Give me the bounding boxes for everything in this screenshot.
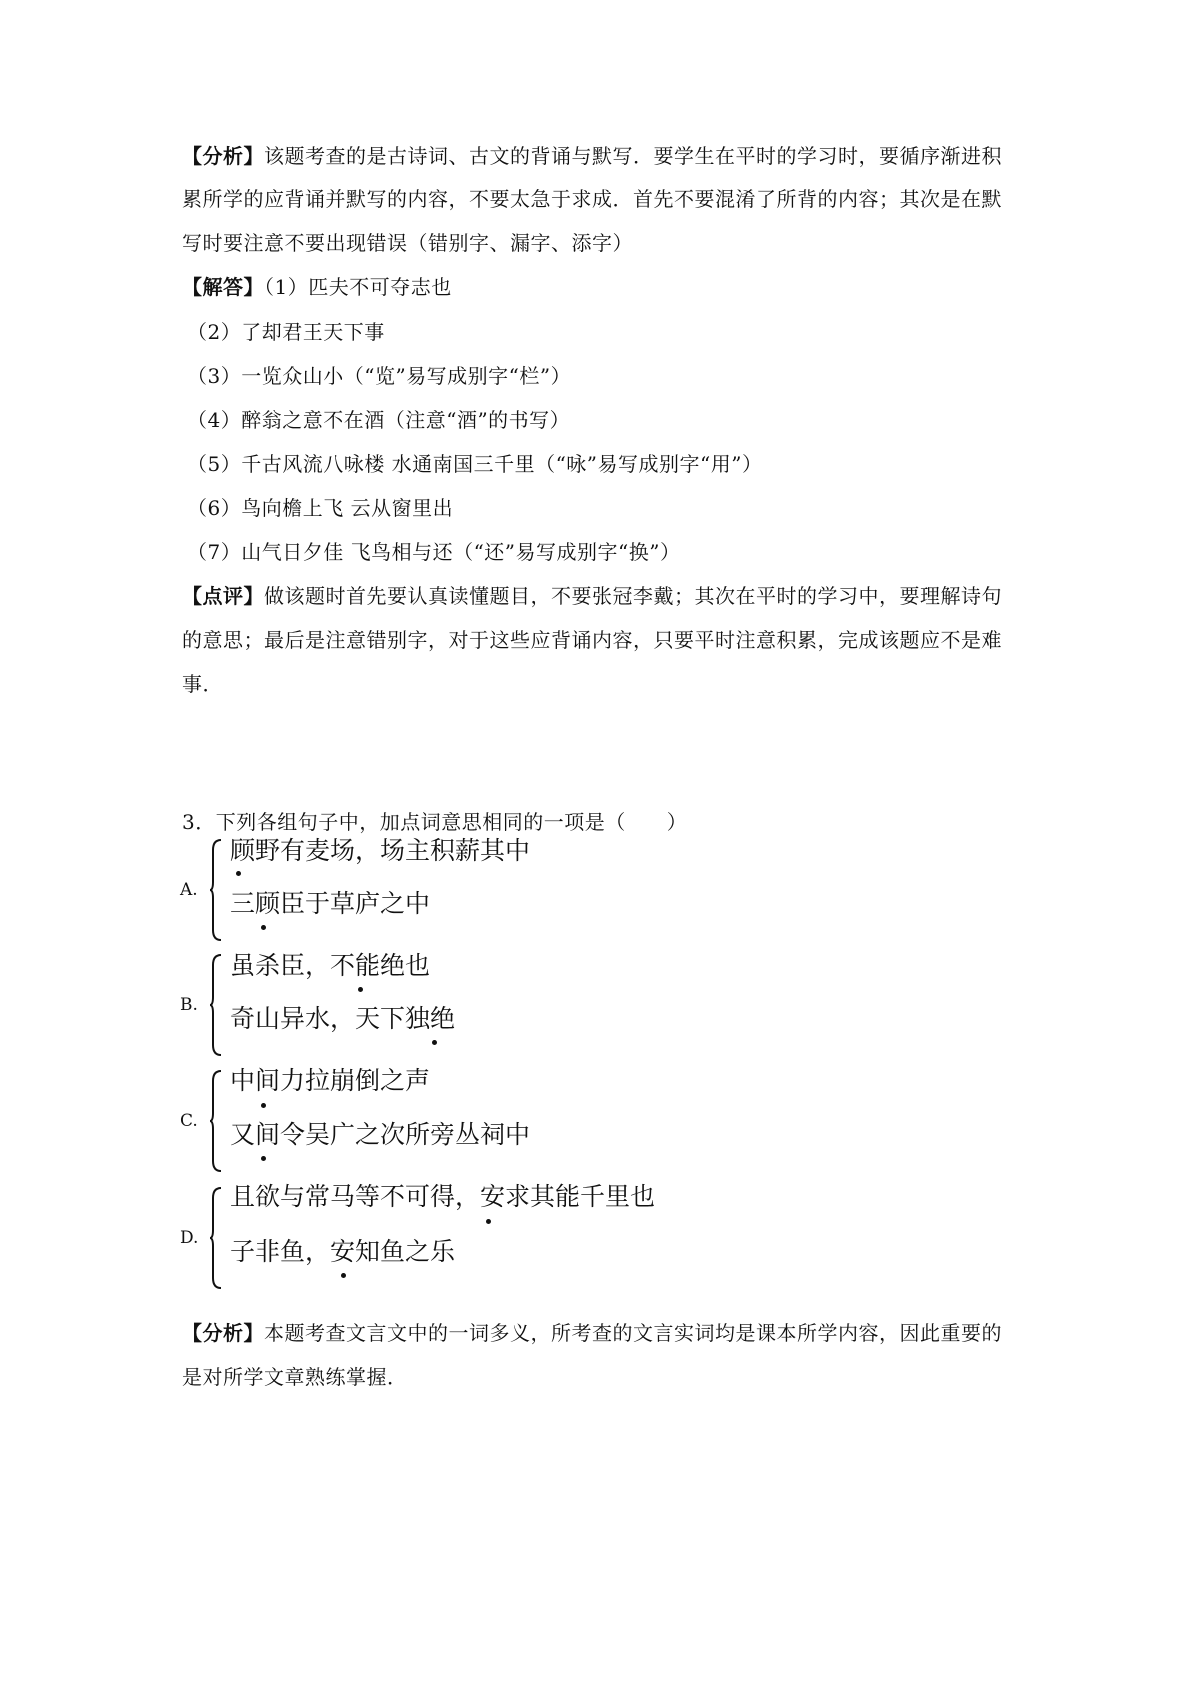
analysis-line-2: 累所学的应背诵并默写的内容，不要太急于求成．首先不要混淆了所背的内容；其次是在默 [182, 187, 1002, 211]
analysis3-text-1: 本题考查文言文中的一词多义，所考查的文言实词均是课本所学内容，因此重要的 [264, 1321, 1002, 1345]
answer-item-6: （6）鸟向檐上飞 云从窗里出 [187, 496, 454, 520]
option-d-sentence-2: 子非鱼，安知鱼之乐 [230, 1237, 456, 1266]
answer-item-3: （3）一览众山小（“览”易写成别字“栏”） [187, 364, 572, 388]
answer-tag: 【解答】 [182, 275, 264, 299]
answer-item-5: （5）千古风流八咏楼 水通南国三千里（“咏”易写成别字“用”） [187, 452, 763, 476]
option-d-letter: D. [180, 1228, 199, 1248]
comment-line-1 [182, 582, 1002, 610]
analysis-line-3: 写时要注意不要出现错误（错别字、漏字、添字） [182, 231, 633, 255]
question-stem: 3．下列各组句子中，加点词意思相同的一项是（ ） [182, 810, 688, 834]
option-d-sentence-1: 且欲与常马等不可得，安求其能千里也 [230, 1182, 656, 1211]
answer-item-2: （2）了却君王天下事 [187, 320, 385, 344]
emphasis-dot [236, 871, 241, 876]
emphasis-dot [261, 1103, 266, 1108]
comment-tag: 【点评】 [182, 584, 264, 608]
option-d-brace [209, 1186, 223, 1290]
option-a-letter: A. [180, 880, 198, 900]
comment-text-1: 做该题时首先要认真读懂题目，不要张冠李戴；其次在平时的学习中，要理解诗句 [264, 584, 1002, 608]
option-b-letter: B. [180, 995, 198, 1015]
emphasis-dot [486, 1219, 491, 1224]
answer-item-4: （4）醉翁之意不在酒（注意“酒”的书写） [187, 408, 571, 432]
emphasis-dot [358, 987, 363, 992]
emphasis-dot [432, 1040, 437, 1045]
option-a-sentence-2: 三顾臣于草庐之中 [230, 889, 431, 918]
analysis3-line-2: 是对所学文章熟练掌握． [182, 1365, 408, 1389]
option-c-letter: C. [180, 1111, 198, 1131]
option-b-sentence-2: 奇山异水，天下独绝 [230, 1004, 456, 1033]
option-c-sentence-1: 中间力拉崩倒之声 [230, 1066, 431, 1095]
analysis3-tag: 【分析】 [182, 1321, 264, 1345]
comment-line-3: 事． [182, 672, 223, 696]
answer-item-1: （1）匹夫不可夺志也 [264, 275, 452, 299]
analysis-line-1 [182, 142, 1002, 170]
option-a-sentence-1: 顾野有麦场，场主积薪其中 [230, 836, 531, 865]
option-c-sentence-2: 又间令吴广之次所旁丛祠中 [230, 1120, 531, 1149]
answer-item-7: （7）山气日夕佳 飞鸟相与还（“还”易写成别字“换”） [187, 540, 681, 564]
emphasis-dot [261, 925, 266, 930]
emphasis-dot [261, 1156, 266, 1161]
analysis3-line-1 [182, 1319, 1002, 1347]
analysis-text-1: 该题考查的是古诗词、古文的背诵与默写．要学生在平时的学习时，要循序渐进积 [264, 144, 1002, 168]
answer-line-1 [182, 273, 452, 301]
analysis-tag: 【分析】 [182, 144, 264, 168]
option-a-brace [209, 838, 223, 942]
comment-line-2: 的意思；最后是注意错别字，对于这些应背诵内容，只要平时注意积累，完成该题应不是难 [182, 628, 1002, 652]
emphasis-dot [341, 1273, 346, 1278]
option-c-brace [209, 1069, 223, 1173]
option-b-sentence-1: 虽杀臣，不能绝也 [230, 951, 431, 980]
option-b-brace [209, 953, 223, 1057]
